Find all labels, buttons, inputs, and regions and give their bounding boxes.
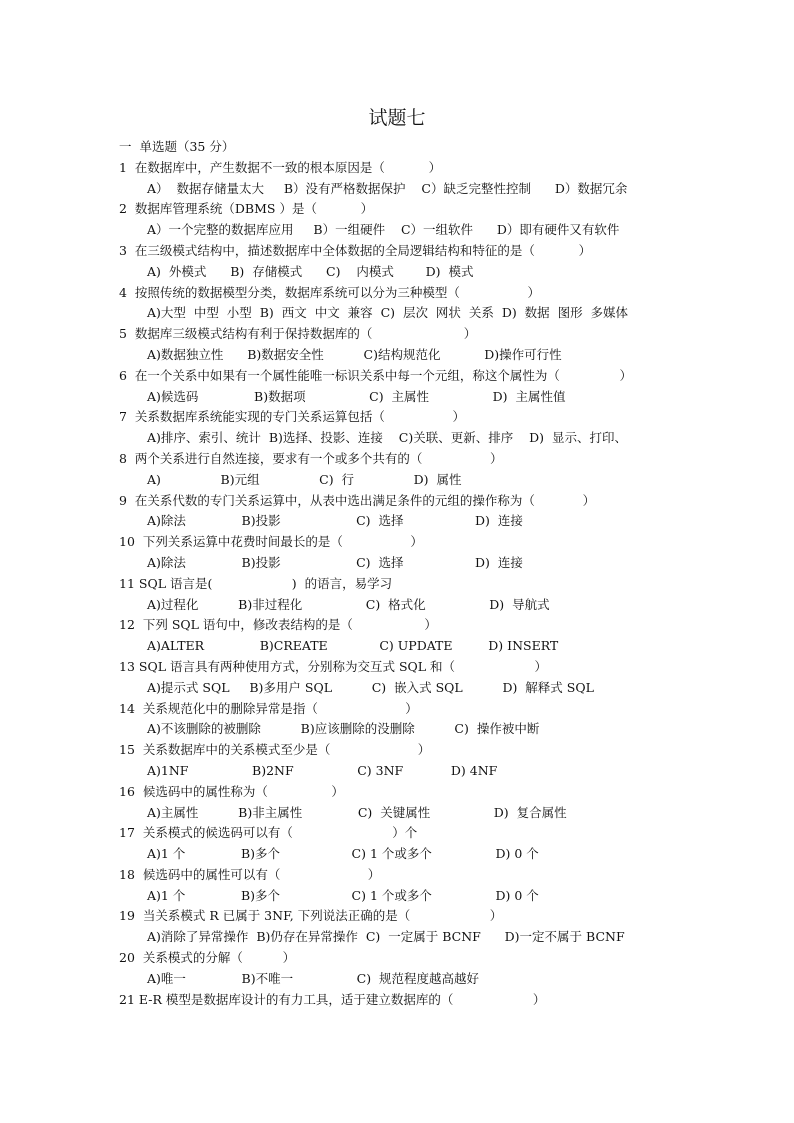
question-stem: 17 关系模式的候选码可以有（ ）个	[119, 825, 418, 841]
answer-options: A)大型 中型 小型 B) 西文 中文 兼容 C) 层次 网状 关系 D) 数据 图形 多媒体	[147, 305, 629, 321]
answer-options: A)1 个 B)多个 C) 1 个或多个 D) 0 个	[147, 887, 539, 903]
answer-options: A） 数据存储量太大 B）没有严格数据保护 C）缺乏完整性控制 D）数据冗余	[147, 180, 628, 196]
question-stem: 20 关系模式的分解（ ）	[119, 950, 296, 966]
question-stem: 1 在数据库中，产生数据不一致的根本原因是（ ）	[119, 159, 442, 175]
answer-options: A)候选码 B)数据项 C) 主属性 D) 主属性值	[147, 388, 566, 404]
answer-options: A)消除了异常操作 B)仍存在异常操作 C) 一定属于 BCNF D)一定不属于 BCNF	[147, 929, 625, 945]
section-heading: 一 单选题（35 分）	[119, 139, 235, 154]
question-stem: 10 下列关系运算中花费时间最长的是（ ）	[119, 534, 423, 550]
answer-options: A)唯一 B)不唯一 C) 规范程度越高越好	[147, 970, 480, 986]
question-stem: 9 在关系代数的专门关系运算中，从表中选出满足条件的元组的操作称为（ ）	[119, 492, 596, 508]
answer-options: A)除法 B)投影 C) 选择 D) 连接	[147, 554, 523, 570]
question-stem: 6 在一个关系中如果有一个属性能唯一标识关系中每一个元组，称这个属性为（ ）	[119, 367, 633, 383]
question-stem: 13 SQL 语言具有两种使用方式，分别称为交互式 SQL 和（ ）	[119, 658, 547, 674]
answer-options: A）一个完整的数据库应用 B）一组硬件 C）一组软件 D）即有硬件又有软件	[147, 222, 620, 238]
question-stem: 3 在三级模式结构中，描述数据库中全体数据的全局逻辑结构和特征的是（ ）	[119, 242, 592, 258]
question-stem: 7 关系数据库系统能实现的专门关系运算包括（ ）	[119, 409, 465, 425]
question-stem: 16 候选码中的属性称为（ ）	[119, 783, 344, 799]
answer-options: A)过程化 B)非过程化 C) 格式化 D) 导航式	[147, 596, 550, 612]
question-stem: 4 按照传统的数据模型分类，数据库系统可以分为三种模型（ ）	[119, 284, 540, 300]
question-stem: 15 关系数据库中的关系模式至少是（ ）	[119, 742, 431, 758]
document-title: 试题七	[368, 107, 426, 129]
answer-options: A) B)元组 C) 行 D) 属性	[147, 471, 462, 487]
question-stem: 8 两个关系进行自然连接，要求有一个或多个共有的（ ）	[119, 450, 503, 466]
answer-options: A)1 个 B)多个 C) 1 个或多个 D) 0 个	[147, 846, 539, 862]
question-stem: 5 数据库三级模式结构有利于保持数据库的（ ）	[119, 326, 477, 342]
answer-options: A)提示式 SQL B)多用户 SQL C) 嵌入式 SQL D) 解释式 SQL	[147, 679, 594, 695]
question-list	[119, 137, 679, 1010]
answer-options: A)1NF B)2NF C) 3NF D) 4NF	[147, 762, 498, 778]
answer-options: A)排序、索引、统计 B)选择、投影、连接 C)关联、更新、排序 D) 显示、打印、	[147, 430, 627, 446]
answer-options: A)主属性 B)非主属性 C) 关键属性 D) 复合属性	[147, 804, 567, 820]
answer-options: A)ALTER B)CREATE C) UPDATE D) INSERT	[147, 638, 559, 654]
question-stem: 2 数据库管理系统（DBMS ）是（ ）	[119, 201, 374, 217]
question-stem: 19 当关系模式 R 已属于 3NF, 下列说法正确的是（ ）	[119, 908, 503, 924]
answer-options: A)除法 B)投影 C) 选择 D) 连接	[147, 513, 523, 529]
answer-options: A)数据独立性 B)数据安全性 C)结构规范化 D)操作可行性	[147, 346, 562, 362]
question-stem: 12 下列 SQL 语句中，修改表结构的是（ ）	[119, 617, 437, 633]
question-stem: 11 SQL 语言是( ) 的语言，易学习	[119, 575, 393, 591]
answer-options: A)不该删除的被删除 B)应该删除的没删除 C) 操作被中断	[147, 721, 540, 737]
question-stem: 14 关系规范化中的删除异常是指（ ）	[119, 700, 418, 716]
question-stem: 21 E-R 模型是数据库设计的有力工具，适于建立数据库的（ ）	[119, 991, 546, 1007]
answer-options: A) 外模式 B) 存储模式 C) 内模式 D) 模式	[147, 263, 474, 279]
question-stem: 18 候选码中的属性可以有（ ）	[119, 866, 381, 882]
